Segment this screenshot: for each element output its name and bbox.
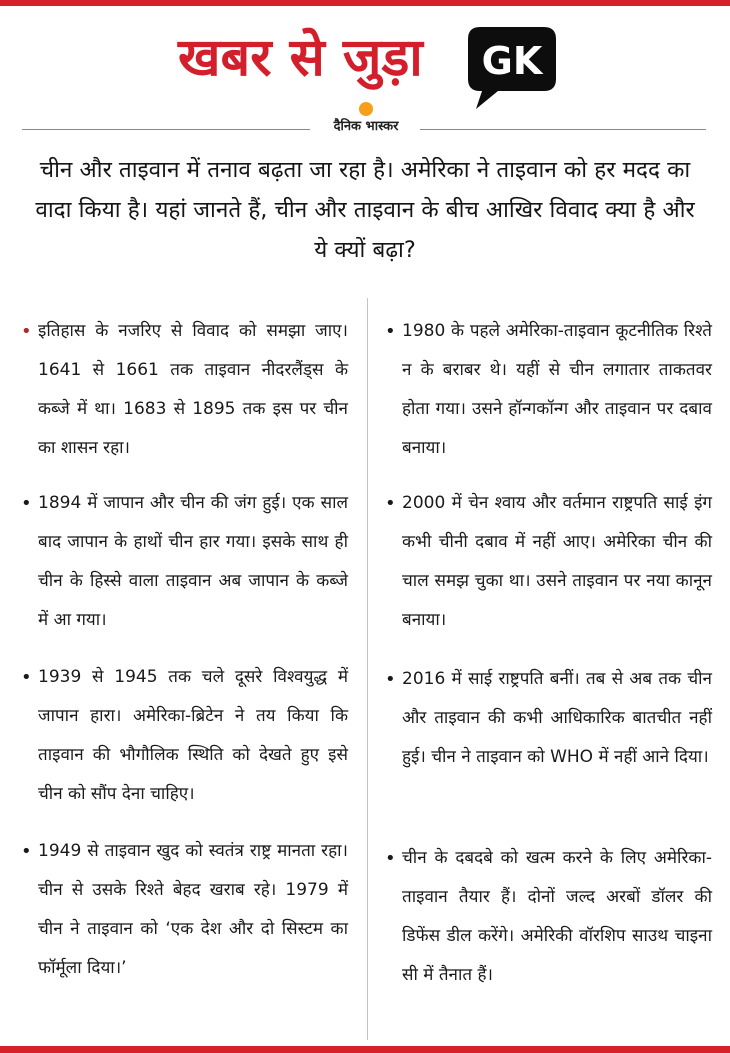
page-title: खबर से जुड़ा [178, 28, 423, 88]
list-item-text: 1980 के पहले अमेरिका-ताइवान कूटनीतिक रिश्ते न के बराबर थे। यहीं से चीन लगातार ताकतवर होता गया। उसने हॉन्गकॉन्ग और ताइवान पर दबाव बनाया। [402, 321, 712, 458]
bullet-icon: • [385, 669, 396, 690]
intro-paragraph: चीन और ताइवान में तनाव बढ़ता जा रहा है। अमेरिका ने ताइवान को हर मदद का वादा किया है। यहां जानते हैं, चीन और ताइवान के बीच आखिर विवाद क्या है और ये क्यों बढ़ा? [35, 157, 695, 263]
bullet-icon: • [385, 321, 396, 342]
list-item [21, 484, 348, 640]
list-item [385, 660, 712, 777]
top-accent-bar [0, 0, 730, 6]
list-item [21, 312, 348, 468]
list-item-text: चीन के दबदबे को खत्म करने के लिए अमेरिका-ताइवान तैयार हैं। दोनों जल्द अरबों डॉलर की डिफेंस डील करेंगे। अमेरिकी वॉरशिप साउथ चाइना सी में तैनात हैं। [402, 848, 712, 985]
list-item-text: इतिहास के नजरिए से विवाद को समझा जाए। 1641 से 1661 तक ताइवान नीदरलैंड्स के कब्जे में था। 1683 से 1895 तक इस पर चीन का शासन रहा। [38, 321, 348, 458]
list-item [21, 658, 348, 814]
list-item [385, 312, 712, 468]
list-item [21, 832, 348, 988]
bullet-icon: • [21, 493, 32, 514]
bullet-icon: • [385, 493, 396, 514]
list-item-text: 2000 में चेन श्वाय और वर्तमान राष्ट्रपति साई इंग कभी चीनी दबाव में नहीं आए। अमेरिका चीन की चाल समझ चुका था। उसने ताइवान पर नया कानून बनाया। [402, 493, 712, 630]
bottom-accent-bar [0, 1046, 730, 1053]
bullet-icon: • [21, 321, 32, 342]
list-item [385, 839, 712, 995]
header-rule-left [22, 129, 310, 130]
list-item [385, 484, 712, 640]
column-divider [367, 298, 368, 1040]
gk-speech-badge [468, 27, 556, 111]
logo-wordmark: दैनिक भास्कर [333, 119, 399, 134]
logo-sun-dot-icon [359, 102, 373, 116]
dainik-bhaskar-logo [318, 100, 414, 140]
list-item-text: 1939 से 1945 तक चले दूसरे विश्वयुद्ध में जापान हारा। अमेरिका-ब्रिटेन ने तय किया कि ताइवान की भौगौलिक स्थिति को देखते हुए इसे चीन को सौंप देना चाहिए। [38, 667, 348, 804]
list-item-text: 2016 में साई राष्ट्रपति बनीं। तब से अब तक चीन और ताइवान की कभी आधिकारिक बातचीत नहीं हुई। चीन ने ताइवान को WHO में नहीं आने दिया। [402, 669, 712, 767]
bullet-icon: • [21, 841, 32, 862]
bullet-icon: • [21, 667, 32, 688]
bullet-icon: • [385, 848, 396, 869]
list-item-text: 1894 में जापान और चीन की जंग हुई। एक साल बाद जापान के हाथों चीन हार गया। इसके साथ ही चीन के हिस्से वाला ताइवान अब जापान के कब्जे में आ गया। [38, 493, 348, 630]
list-item-text: 1949 से ताइवान खुद को स्वतंत्र राष्ट्र मानता रहा। चीन से उसके रिश्ते बेहद खराब रहे। 1979 में चीन ने ताइवान को ‘एक देश और दो सिस्टम का फॉर्मूला दिया।’ [38, 841, 348, 978]
header-rule-right [420, 129, 706, 130]
gk-badge-label: GK [481, 39, 543, 83]
